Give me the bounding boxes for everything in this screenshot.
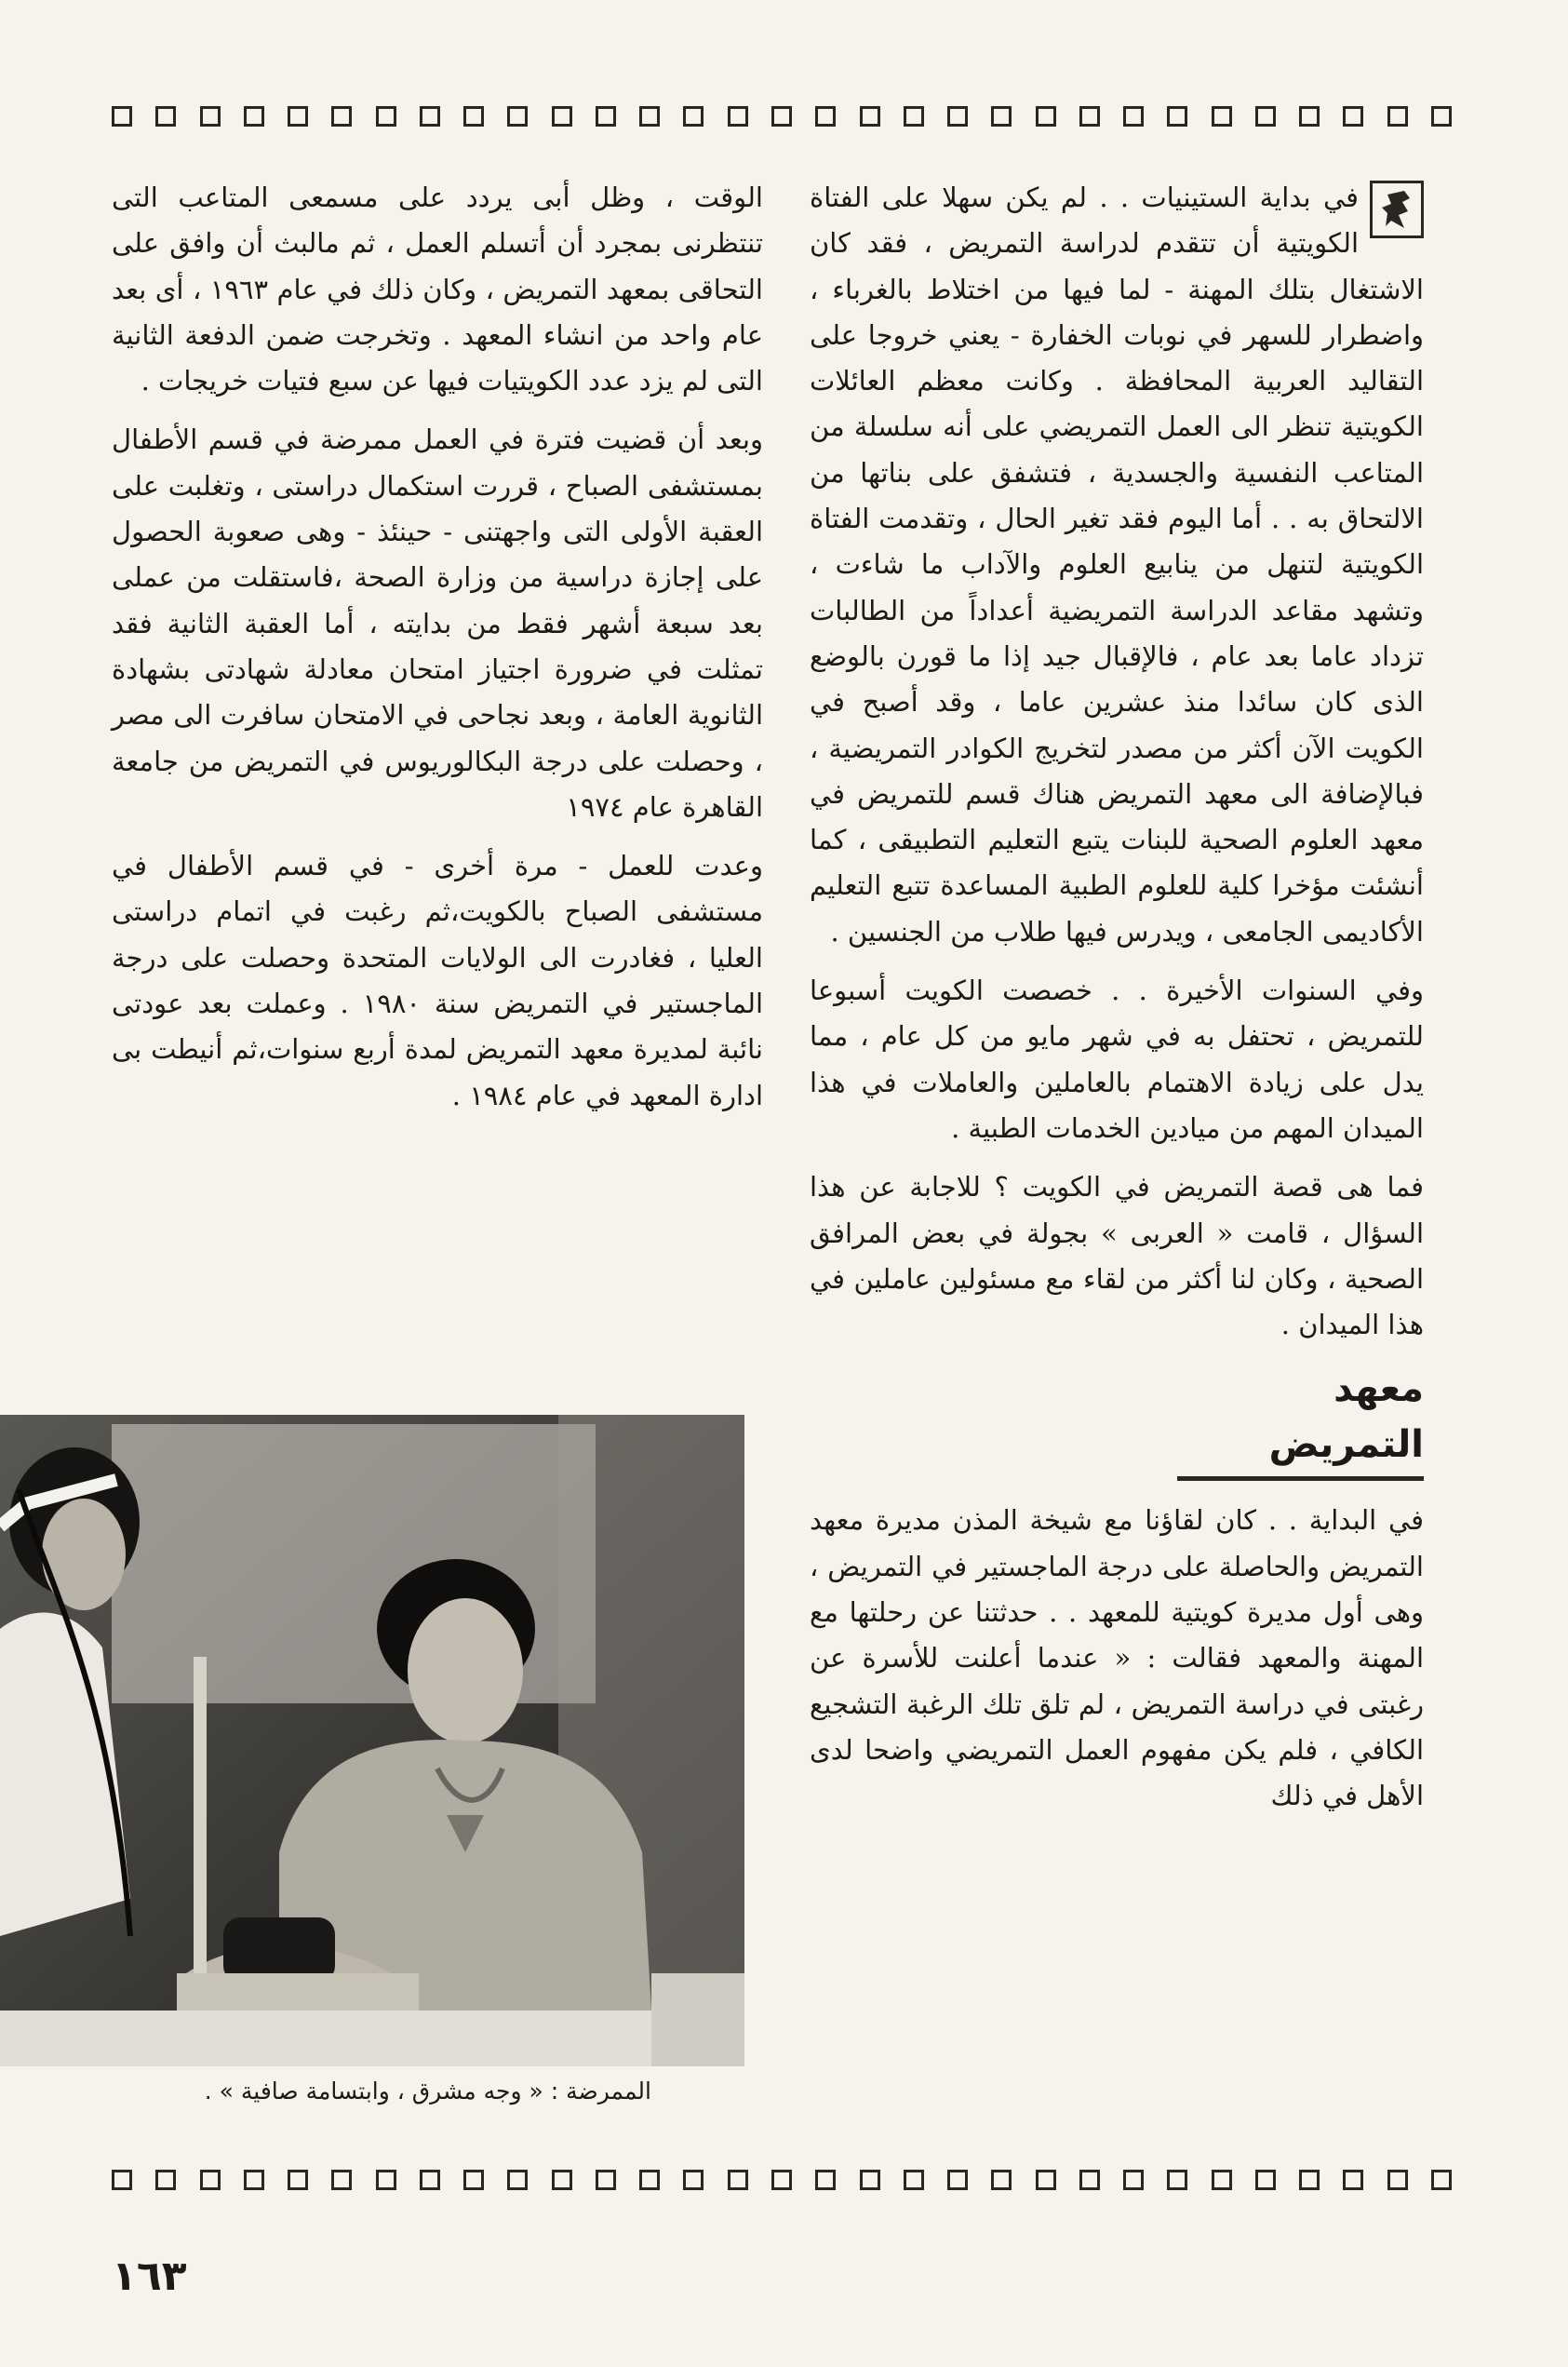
border-square (288, 106, 308, 127)
border-square (596, 106, 616, 127)
left-paragraph-1: الوقت ، وظل أبى يردد على مسمعى المتاعب التى تنتظرنى بمجرد أن أتسلم العمل ، ثم مالبث أن وافق على التحاقى بمعهد التمريض ، وكان ذلك في عام ١٩٦٣ ، أى بعد عام واحد من انشاء المعهد . وتخرجت ضمن الدفعة الثانية التى لم يزد عدد الكويتيات فيها عن سبع فتيات خريجات . (112, 182, 763, 397)
border-square (244, 106, 264, 127)
border-square (683, 106, 704, 127)
border-square (1387, 2170, 1408, 2190)
border-square (1431, 106, 1452, 127)
border-square (1299, 2170, 1320, 2190)
border-square (771, 106, 792, 127)
border-square (1036, 2170, 1056, 2190)
border-square (991, 2170, 1012, 2190)
border-square (815, 2170, 836, 2190)
border-square (1079, 106, 1100, 127)
border-square (815, 106, 836, 127)
border-square (947, 106, 968, 127)
magazine-emblem-icon (1370, 181, 1424, 238)
border-square (420, 2170, 440, 2190)
border-square (507, 2170, 528, 2190)
border-square (639, 106, 660, 127)
border-square (376, 2170, 396, 2190)
border-square (728, 2170, 748, 2190)
border-square (771, 2170, 792, 2190)
border-square (904, 106, 924, 127)
border-square (463, 106, 484, 127)
border-square (639, 2170, 660, 2190)
border-square (200, 106, 221, 127)
border-square (1123, 106, 1144, 127)
border-square (200, 2170, 221, 2190)
border-square (463, 2170, 484, 2190)
border-square (1212, 106, 1232, 127)
border-square (1036, 106, 1056, 127)
border-square (552, 2170, 572, 2190)
page-number: ١٦٣ (112, 2253, 187, 2300)
border-square (244, 2170, 264, 2190)
border-square (376, 106, 396, 127)
border-square (1255, 2170, 1276, 2190)
left-paragraph-2: وبعد أن قضيت فترة في العمل ممرضة في قسم الأطفال بمستشفى الصباح ، قررت استكمال دراستى ، وتغلبت على العقبة الأولى التى واجهتنى - حينئذ - وهى صعوبة الحصول على إجازة دراسية من وزارة الصحة ،فاستقلت من عملى بعد سبعة أشهر فقط من بدايته ، أما العقبة الثانية فقد تمثلت في ضرورة اجتياز امتحان معادلة شهادتى بشهادة الثانوية العامة ، وبعد نجاحى في الامتحان سافرت الى مصر ، وحصلت على درجة البكالوريوس في التمريض من جامعة القاهرة عام ١٩٧٤ (112, 424, 763, 823)
border-square (1212, 2170, 1232, 2190)
border-square (507, 106, 528, 127)
left-paragraph-3: وعدت للعمل - مرة أخرى - في قسم الأطفال في مستشفى الصباح بالكويت،ثم رغبت في اتمام دراستى العليا ، فغادرت الى الولايات المتحدة وحصلت على درجة الماجستير في التمريض سنة ١٩٨٠ . وعملت بعد عودتى نائبة لمديرة معهد التمريض لمدة أربع سنوات،ثم أنيطت بى ادارة المعهد في عام ١٩٨٤ . (112, 850, 763, 1111)
border-square (1343, 2170, 1363, 2190)
border-square (860, 106, 880, 127)
border-square (288, 2170, 308, 2190)
border-square (683, 2170, 704, 2190)
border-square (420, 106, 440, 127)
left-text-column (112, 175, 763, 1119)
border-square (904, 2170, 924, 2190)
section-heading: معهد التمريض (1177, 1361, 1424, 1481)
border-square (552, 106, 572, 127)
border-square (1299, 106, 1320, 127)
border-square (1431, 2170, 1452, 2190)
border-square (860, 2170, 880, 2190)
border-square (1167, 2170, 1187, 2190)
border-square (596, 2170, 616, 2190)
bottom-decorative-border (112, 2164, 1452, 2196)
right-paragraph-4: في البداية . . كان لقاؤنا مع شيخة المذن مديرة معهد التمريض والحاصلة على درجة الماجستير في التمريض ، وهى أول مديرة كويتية للمعهد . . حدثتنا عن رحلتها مع المهنة والمعهد فقالت : « عندما أعلنت للأسرة عن رغبتى في دراسة التمريض ، لم تلق تلك الرغبة التشجيع الكافي ، فلم يكن مفهوم العمل التمريضي واضحا لدى الأهل في ذلك (810, 1504, 1424, 1812)
right-paragraph-1: في بداية الستينيات . . لم يكن سهلا على الفتاة الكويتية أن تتقدم لدراسة التمريض ، فقد كان الاشتغال بتلك المهنة - لما فيها من اختلاط بالغرباء ، واضطرار للسهر في نوبات الخفارة - يعني خروجا على التقاليد العربية المحافظة . وكانت معظم العائلات الكويتية تنظر الى العمل التمريضي على أنه سلسلة من المتاعب النفسية والجسدية ، فتشفق على بناتها من الالتحاق به . . أما اليوم فقد تغير الحال ، وتقدمت الفتاة الكويتية لتنهل من ينابيع العلوم والآداب ما شاءت ، وتشهد مقاعد الدراسة التمريضية أعداداً من الطالبات تزداد عاما بعد عام ، فالإقبال جيد إذا ما قورن بالوضع الذى كان سائدا منذ عشرين عاما ، وقد أصبح في الكويت الآن أكثر من مصدر لتخريج الكوادر التمريضية ، فبالإضافة الى معهد التمريض هناك قسم للتمريض في معهد العلوم الصحية للبنات يتبع التعليم التطبيقى ، كما أنشئت مؤخرا كلية للعلوم الطبية المساعدة تتبع التعليم الأكاديمى الجامعى ، ويدرس فيها طلاب من الجنسين . (810, 182, 1424, 948)
border-square (1255, 106, 1276, 127)
border-square (112, 106, 132, 127)
nurse-patient-photo (0, 1415, 744, 2066)
right-paragraph-2: وفي السنوات الأخيرة . . خصصت الكويت أسبوعا للتمريض ، تحتفل به في شهر مايو من كل عام ، مما يدل على زيادة الاهتمام بالعاملين والعاملات في هذا الميدان المهم من ميادين الخدمات الطبية . (810, 975, 1424, 1144)
border-square (1123, 2170, 1144, 2190)
border-square (112, 2170, 132, 2190)
border-square (1387, 106, 1408, 127)
border-square (947, 2170, 968, 2190)
border-square (1343, 106, 1363, 127)
right-paragraph-3: فما هى قصة التمريض في الكويت ؟ للاجابة عن هذا السؤال ، قامت « العربى » بجولة في بعض المرافق الصحية ، وكان لنا أكثر من لقاء مع مسئولين عاملين في هذا الميدان . (810, 1171, 1424, 1341)
border-square (155, 106, 176, 127)
border-square (991, 106, 1012, 127)
top-decorative-border (112, 101, 1452, 132)
border-square (1079, 2170, 1100, 2190)
border-square (728, 106, 748, 127)
border-square (1167, 106, 1187, 127)
right-text-column (810, 175, 1424, 1820)
border-square (331, 106, 352, 127)
photo-caption: الممرضة : « وجه مشرق ، وابتسامة صافية » . (204, 2078, 651, 2105)
border-square (331, 2170, 352, 2190)
border-square (155, 2170, 176, 2190)
